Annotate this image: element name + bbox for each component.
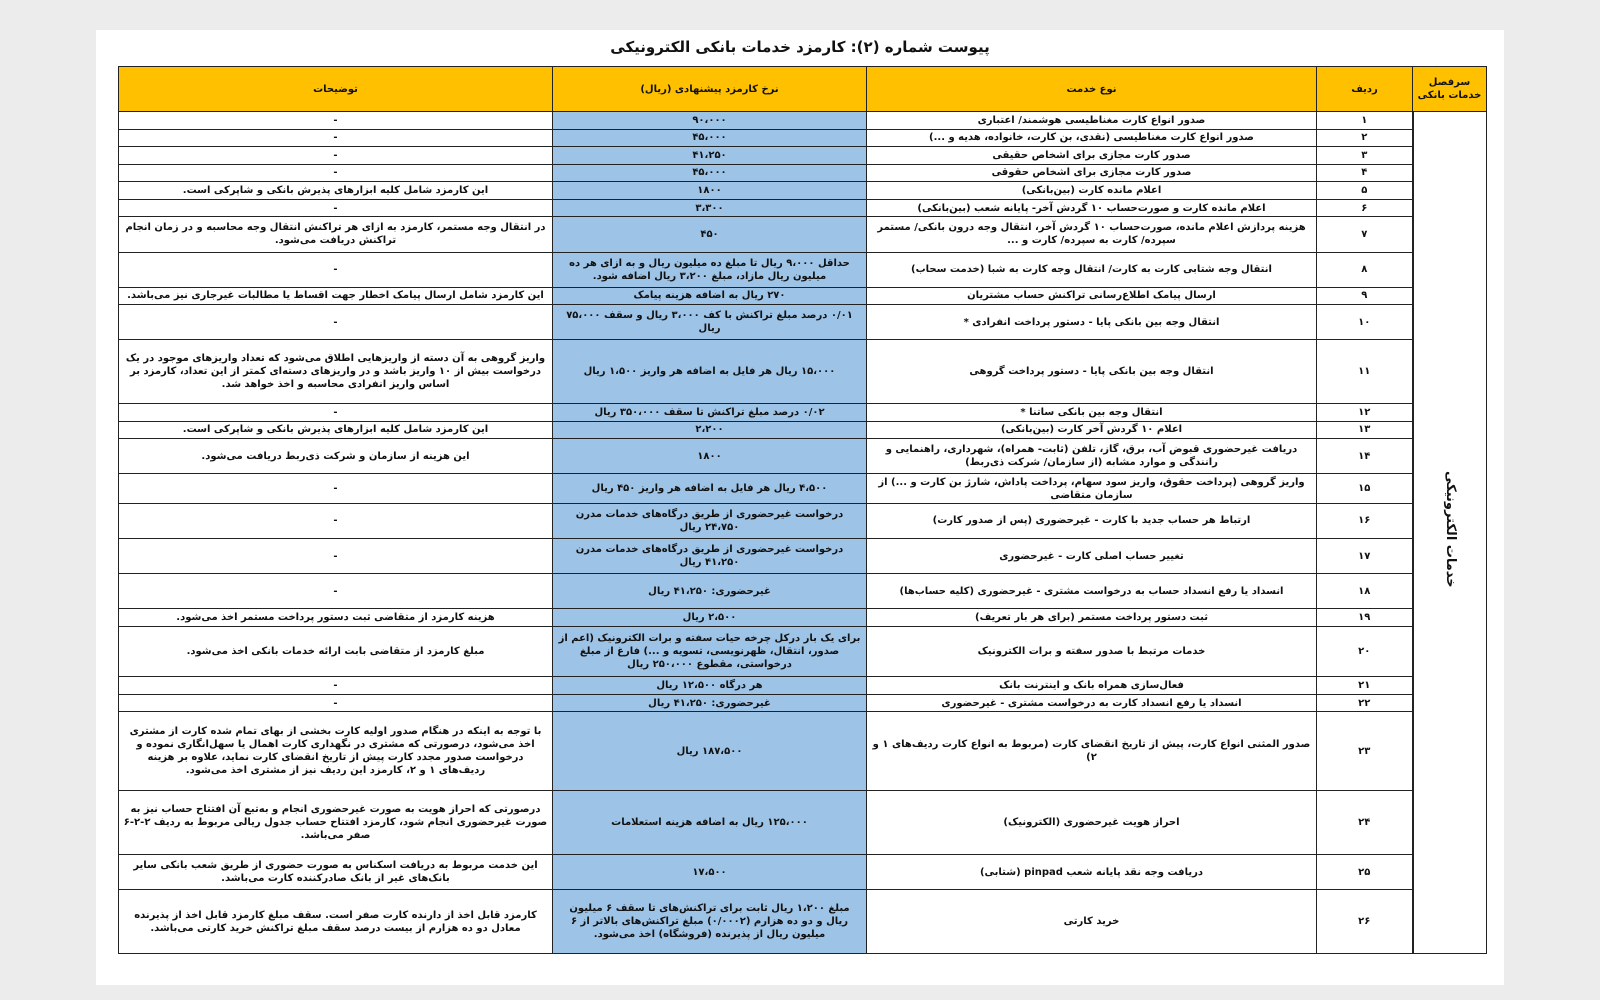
notes-cell: با توجه به اینکه در هنگام صدور اولیه کارت بخشی از بهای تمام شده کارت از مشتری اخذ می‌شود، درصورتی که مشتری در نگهداری کارت اهمال یا سهل‌انگاری نموده و درخواست صدور مجدد کارت پیش از تاریخ انقضای کارت نماید، علاوه بر هزینه ردیف‌های ۱ و ۲، کارمزد این ردیف نیز از مشتری اخذ می‌شود.: [119, 712, 553, 791]
rate-cell: ۲۷۰ ریال به اضافه هزینه پیامک: [553, 287, 867, 305]
rate-cell: ۲،۲۰۰: [553, 421, 867, 439]
service-cell: صدور کارت مجازی برای اشخاص حقوقی: [867, 164, 1317, 182]
row-number-cell: ۲۴: [1317, 791, 1413, 855]
row-number-cell: ۱۸: [1317, 574, 1413, 609]
service-cell: انسداد یا رفع انسداد حساب به درخواست مشتری - غیرحضوری (کلیه حساب‌ها): [867, 574, 1317, 609]
table-row: [119, 609, 1487, 627]
table-row: [119, 474, 1487, 504]
table-row: [119, 855, 1487, 890]
rate-cell: ۴۱،۲۵۰: [553, 147, 867, 165]
row-number-cell: ۲۲: [1317, 694, 1413, 712]
service-cell: صدور انواع کارت مغناطیسی (نقدی، بن کارت، خانواده، هدیه و ...): [867, 129, 1317, 147]
notes-cell: -: [119, 503, 553, 538]
rate-cell: مبلغ ۱،۲۰۰ ریال ثابت برای تراکنش‌های تا سقف ۶ میلیون ریال و دو ده هزارم (۰/۰۰۰۲) مبلغ تراکنش‌های بالاتر از ۶ میلیون ریال از پذیرنده (فروشگاه) اخذ می‌شود.: [553, 890, 867, 954]
table-row: [119, 694, 1487, 712]
notes-cell: این کارمزد شامل کلیه ابزارهای پذیرش بانکی و شاپرکی است.: [119, 421, 553, 439]
table-row: [119, 677, 1487, 695]
service-cell: ارسال پیامک اطلاع‌رسانی تراکنش حساب مشتریان: [867, 287, 1317, 305]
row-number-cell: ۱۱: [1317, 340, 1413, 404]
category-label: خدمات الکترونیکی: [1443, 471, 1459, 588]
table-row: [119, 503, 1487, 538]
service-cell: خدمات مرتبط با صدور سفته و برات الکترونیک: [867, 626, 1317, 676]
rate-cell: ۴۵۰: [553, 217, 867, 252]
notes-cell: هزینه کارمزد از متقاضی ثبت دستور پرداخت مستمر اخذ می‌شود.: [119, 609, 553, 627]
notes-cell: -: [119, 164, 553, 182]
table-row: [119, 217, 1487, 252]
service-cell: انتقال وجه شتابی کارت به کارت/ انتقال وجه کارت به شبا (خدمت سحاب): [867, 252, 1317, 287]
row-number-cell: ۲: [1317, 129, 1413, 147]
service-cell: اعلام مانده کارت (بین‌بانکی): [867, 182, 1317, 200]
service-cell: صدور انواع کارت مغناطیسی هوشمند/ اعتباری: [867, 112, 1317, 130]
row-number-cell: ۱۶: [1317, 503, 1413, 538]
notes-cell: -: [119, 147, 553, 165]
row-number-cell: ۸: [1317, 252, 1413, 287]
notes-cell: این کارمزد شامل کلیه ابزارهای پذیرش بانکی و شاپرکی است.: [119, 182, 553, 200]
row-number-cell: ۱۲: [1317, 403, 1413, 421]
notes-cell: -: [119, 403, 553, 421]
row-number-cell: ۱۵: [1317, 474, 1413, 504]
notes-cell: -: [119, 112, 553, 130]
service-cell: ثبت دستور پرداخت مستمر (برای هر بار تعریف): [867, 609, 1317, 627]
rate-cell: ۱۸۰۰: [553, 182, 867, 200]
service-cell: انتقال وجه بین بانکی پایا - دستور پرداخت انفرادی *: [867, 305, 1317, 340]
rate-cell: ۴۵،۰۰۰: [553, 129, 867, 147]
table-row: [119, 421, 1487, 439]
rate-cell: ۱۷،۵۰۰: [553, 855, 867, 890]
table-row: [119, 182, 1487, 200]
row-number-cell: ۲۶: [1317, 890, 1413, 954]
header-service: نوع خدمت: [867, 67, 1317, 112]
table-row: [119, 439, 1487, 474]
table-row: [119, 199, 1487, 217]
service-cell: اعلام مانده کارت و صورت‌حساب ۱۰ گردش آخر- پایانه شعب (بین‌بانکی): [867, 199, 1317, 217]
notes-cell: -: [119, 252, 553, 287]
service-cell: انسداد یا رفع انسداد کارت به درخواست مشتری - غیرحضوری: [867, 694, 1317, 712]
row-number-cell: ۷: [1317, 217, 1413, 252]
rate-cell: ۰/۰۲ درصد مبلغ تراکنش تا سقف ۳۵۰،۰۰۰ ریال: [553, 403, 867, 421]
table-row: [119, 164, 1487, 182]
header-notes: توضیحات: [119, 67, 553, 112]
rate-cell: ۱۸۷،۵۰۰ ریال: [553, 712, 867, 791]
table-row: [119, 112, 1487, 130]
service-cell: صدور المثنی انواع کارت، پیش از تاریخ انقضای کارت (مربوط به انواع کارت ردیف‌های ۱ و ۲): [867, 712, 1317, 791]
notes-cell: -: [119, 677, 553, 695]
service-cell: دریافت غیرحضوری قبوض آب، برق، گاز، تلفن (ثابت- همراه)، شهرداری، راهنمایی و رانندگی و موارد مشابه (از سازمان/ شرکت ذی‌ربط): [867, 439, 1317, 474]
rate-cell: ۹۰،۰۰۰: [553, 112, 867, 130]
service-cell: هزینه پردازش اعلام مانده، صورت‌حساب ۱۰ گردش آخر، انتقال وجه درون بانکی/ مستمر سپرده/ کارت به سپرده/ کارت و ...: [867, 217, 1317, 252]
notes-cell: -: [119, 474, 553, 504]
notes-cell: -: [119, 129, 553, 147]
rate-cell: غیرحضوری: ۴۱،۲۵۰ ریال: [553, 694, 867, 712]
notes-cell: -: [119, 574, 553, 609]
service-cell: فعال‌سازی همراه بانک و اینترنت بانک: [867, 677, 1317, 695]
service-cell: انتقال وجه بین بانکی پایا - دستور پرداخت گروهی: [867, 340, 1317, 404]
row-number-cell: ۱: [1317, 112, 1413, 130]
notes-cell: -: [119, 538, 553, 573]
row-number-cell: ۹: [1317, 287, 1413, 305]
row-number-cell: ۶: [1317, 199, 1413, 217]
notes-cell: این هزینه از سازمان و شرکت ذی‌ربط دریافت می‌شود.: [119, 439, 553, 474]
header-category: سرفصل خدمات بانکی: [1413, 67, 1487, 112]
rate-cell: درخواست غیرحضوری از طریق درگاه‌های خدمات مدرن ۲۴،۷۵۰ ریال: [553, 503, 867, 538]
table-body: [119, 112, 1487, 954]
category-cell: [1413, 112, 1487, 954]
rate-cell: برای یک بار درکل چرخه حیات سفته و برات الکترونیک (اعم از صدور، انتقال، ظهرنویسی، تسویه و ...) فارغ از مبلغ درخواستی، مقطوع ۲۵۰،۰۰۰ ریال: [553, 626, 867, 676]
row-number-cell: ۱۳: [1317, 421, 1413, 439]
rate-cell: ۲،۵۰۰ ریال: [553, 609, 867, 627]
table-row: [119, 287, 1487, 305]
table-row: [119, 538, 1487, 573]
table-row: [119, 129, 1487, 147]
rate-cell: ۱۵،۰۰۰ ریال هر فایل به اضافه هر واریز ۱،۵۰۰ ریال: [553, 340, 867, 404]
table-row: [119, 305, 1487, 340]
row-number-cell: ۱۷: [1317, 538, 1413, 573]
row-number-cell: ۲۵: [1317, 855, 1413, 890]
header-row-number: ردیف: [1317, 67, 1413, 112]
notes-cell: واریز گروهی به آن دسته از واریزهایی اطلاق می‌شود که تعداد واریزهای موجود در یک درخواست بیش از ۱۰ واریز باشد و در واریزهای دسته‌ای کمتر از این تعداد، کارمزد بر اساس واریز انفرادی محاسبه و اخذ خواهد شد.: [119, 340, 553, 404]
row-number-cell: ۲۰: [1317, 626, 1413, 676]
row-number-cell: ۱۹: [1317, 609, 1413, 627]
notes-cell: -: [119, 694, 553, 712]
page-title: پیوست شماره (۲): کارمزد خدمات بانکی الکترونیکی: [610, 38, 990, 56]
table-row: [119, 252, 1487, 287]
service-cell: دریافت وجه نقد پایانه شعب pinpad (شتابی): [867, 855, 1317, 890]
service-cell: واریز گروهی (پرداخت حقوق، واریز سود سهام، پرداخت پاداش، شارژ بن کارت و ...) از سازمان متقاضی: [867, 474, 1317, 504]
row-number-cell: ۴: [1317, 164, 1413, 182]
service-cell: ارتباط هر حساب جدید با کارت - غیرحضوری (پس از صدور کارت): [867, 503, 1317, 538]
table-row: [119, 712, 1487, 791]
document-page: [96, 30, 1504, 985]
service-cell: خرید کارتی: [867, 890, 1317, 954]
header-rate: نرخ کارمزد پیشنهادی (ریال): [553, 67, 867, 112]
notes-cell: -: [119, 199, 553, 217]
rate-cell: درخواست غیرحضوری از طریق درگاه‌های خدمات مدرن ۴۱،۲۵۰ ریال: [553, 538, 867, 573]
table-row: [119, 890, 1487, 954]
row-number-cell: ۳: [1317, 147, 1413, 165]
rate-cell: ۰/۰۱ درصد مبلغ تراکنش با کف ۳،۰۰۰ ریال و سقف ۷۵،۰۰۰ ریال: [553, 305, 867, 340]
notes-cell: کارمزد قابل اخذ از دارنده کارت صفر است. سقف مبلغ کارمزد قابل اخذ از پذیرنده معادل دو ده هزارم از بیست درصد سقف مبلغ تراکنش خرید کارتی می‌باشد.: [119, 890, 553, 954]
notes-cell: -: [119, 305, 553, 340]
service-cell: انتقال وجه بین بانکی ساتنا *: [867, 403, 1317, 421]
fee-table: [118, 66, 1487, 954]
rate-cell: ۱۲۵،۰۰۰ ریال به اضافه هزینه استعلامات: [553, 791, 867, 855]
table-row: [119, 574, 1487, 609]
row-number-cell: ۱۰: [1317, 305, 1413, 340]
notes-cell: در انتقال وجه مستمر، کارمزد به ازای هر تراکنش انتقال وجه محاسبه و در زمان انجام تراکنش دریافت می‌شود.: [119, 217, 553, 252]
rate-cell: ۴،۵۰۰ ریال هر فایل به اضافه هر واریز ۴۵۰ ریال: [553, 474, 867, 504]
notes-cell: مبلغ کارمزد از متقاضی بابت ارائه خدمات بانکی اخذ می‌شود.: [119, 626, 553, 676]
rate-cell: ۱۸۰۰: [553, 439, 867, 474]
service-cell: اعلام ۱۰ گردش آخر کارت (بین‌بانکی): [867, 421, 1317, 439]
table-row: [119, 340, 1487, 404]
notes-cell: این خدمت مربوط به دریافت اسکناس به صورت حضوری از طریق شعب بانکی سایر بانک‌های غیر از بانک صادرکننده کارت می‌باشد.: [119, 855, 553, 890]
notes-cell: درصورتی که احراز هویت به صورت غیرحضوری انجام و به‌تبع آن افتتاح حساب نیز به صورت غیرحضوری انجام شود، کارمزد افتتاح حساب جدول ریالی مربوط به ردیف ۲-۲-۶ صفر می‌باشد.: [119, 791, 553, 855]
service-cell: تغییر حساب اصلی کارت - غیرحضوری: [867, 538, 1317, 573]
row-number-cell: ۱۴: [1317, 439, 1413, 474]
notes-cell: این کارمزد شامل ارسال پیامک اخطار جهت اقساط یا مطالبات غیرجاری نیز می‌باشد.: [119, 287, 553, 305]
table-row: [119, 147, 1487, 165]
rate-cell: حداقل ۹،۰۰۰ ریال تا مبلغ ده میلیون ریال و به ازای هر ده میلیون ریال مازاد، مبلغ ۳،۲۰۰ ریال اضافه شود.: [553, 252, 867, 287]
table-row: [119, 403, 1487, 421]
table-row: [119, 791, 1487, 855]
row-number-cell: ۵: [1317, 182, 1413, 200]
rate-cell: ۳،۳۰۰: [553, 199, 867, 217]
table-row: [119, 626, 1487, 676]
rate-cell: هر درگاه ۱۲،۵۰۰ ریال: [553, 677, 867, 695]
service-cell: صدور کارت مجازی برای اشخاص حقیقی: [867, 147, 1317, 165]
row-number-cell: ۲۱: [1317, 677, 1413, 695]
rate-cell: غیرحضوری: ۴۱،۲۵۰ ریال: [553, 574, 867, 609]
service-cell: احراز هویت غیرحضوری (الکترونیک): [867, 791, 1317, 855]
row-number-cell: ۲۳: [1317, 712, 1413, 791]
rate-cell: ۴۵،۰۰۰: [553, 164, 867, 182]
table-header-row: [119, 67, 1487, 112]
